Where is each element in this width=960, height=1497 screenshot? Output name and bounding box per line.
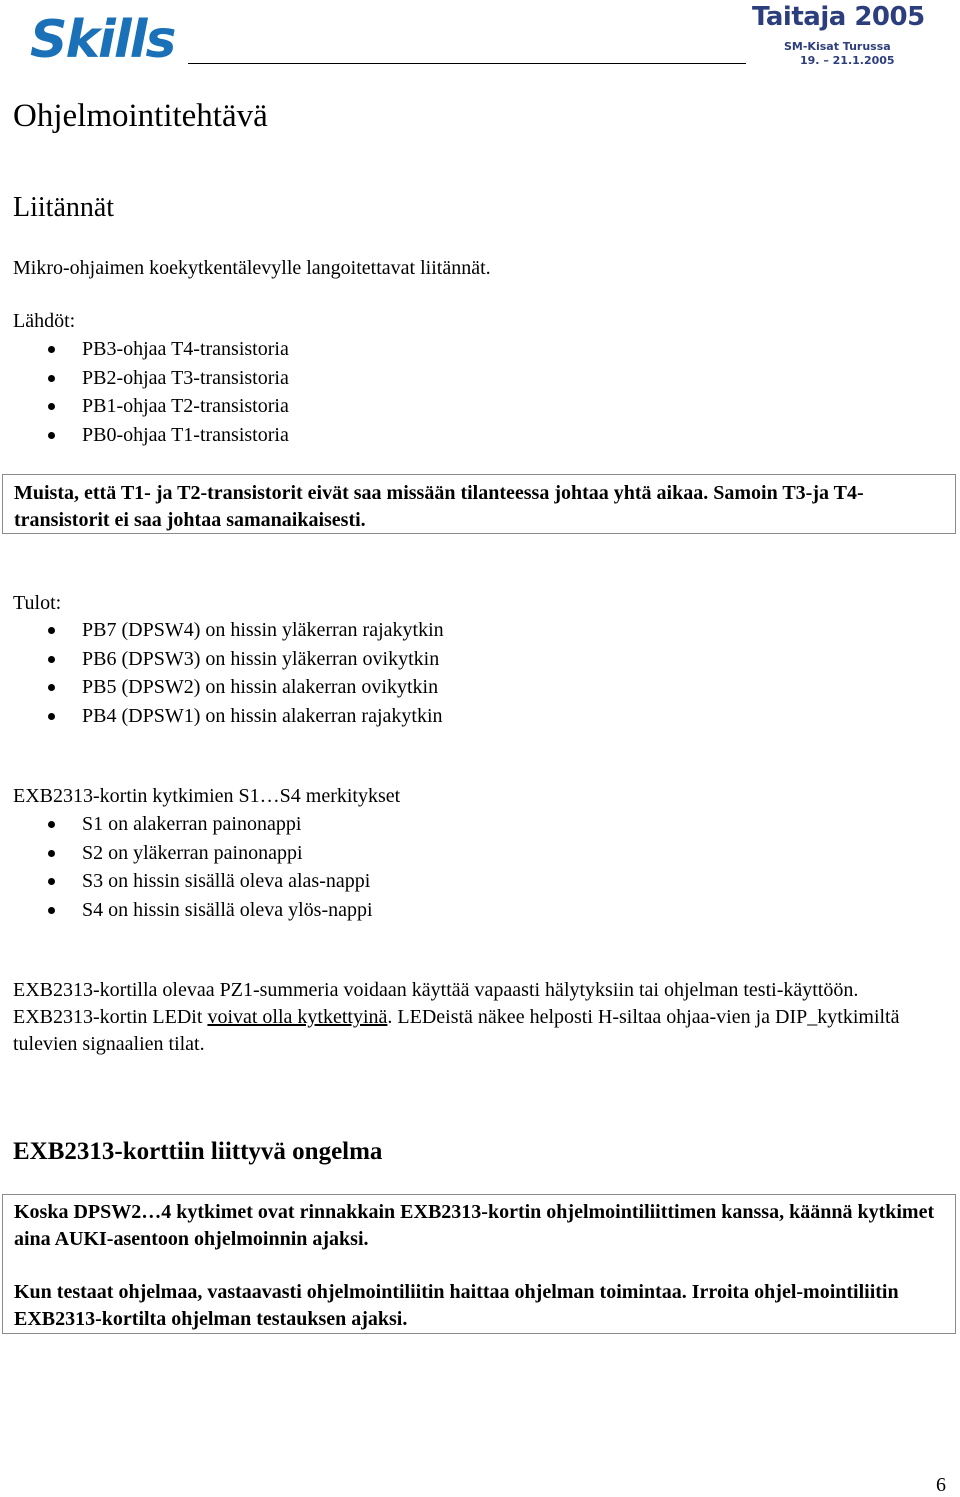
summer-led-text-2: . LEDeistä näkee helposti H-siltaa ohjaa-vien ja DIP_kytkimiltä tulevien signaalien tilat.	[13, 1006, 900, 1055]
summer-led-text-1: EXB2313-kortilla olevaa PZ1-summeria voidaan käyttää vapaasti hälytyksiin tai ohjelman testi-käyttöön. EXB2313-kortin LEDit	[13, 979, 859, 1028]
problem-box	[2, 1194, 956, 1334]
led-connected-underlined: voivat olla kytkettyinä	[207, 1006, 388, 1028]
list-item: PB7 (DPSW4) on hissin yläkerran rajakytkin	[0, 616, 444, 645]
list-item: PB6 (DPSW3) on hissin yläkerran ovikytkin	[0, 645, 444, 674]
summer-led-paragraph	[13, 977, 943, 1058]
taitaja-logo	[748, 4, 940, 68]
warning-box	[2, 474, 956, 534]
header-rule	[188, 63, 746, 64]
list-item: PB3-ohjaa T4-transistoria	[0, 335, 289, 364]
page-number: 6	[936, 1474, 946, 1496]
skills-logo	[26, 8, 175, 80]
outputs-list	[0, 335, 289, 449]
outputs-label: Lähdöt:	[13, 310, 76, 332]
inputs-label: Tulot:	[13, 592, 62, 614]
section-heading-ongelma: EXB2313-korttiin liittyvä ongelma	[13, 1138, 383, 1165]
intro-text: Mikro-ohjaimen koekytkentälevylle langoitettavat liitännät.	[13, 257, 491, 279]
list-item: S3 on hissin sisällä oleva alas-nappi	[0, 867, 373, 896]
problem-text-1: Koska DPSW2…4 kytkimet ovat rinnakkain EXB2313-kortin ohjelmointiliittimen kanssa, käännä kytkimet aina AUKI-asentoon ohjelmoinnin ajaksi.	[14, 1201, 935, 1250]
taitaja-logo-event: SM-Kisat Turussa	[784, 40, 891, 53]
list-item: PB4 (DPSW1) on hissin alakerran rajakytkin	[0, 702, 444, 731]
page-header	[0, 0, 960, 80]
warning-text: Muista, että T1- ja T2-transistorit eivät saa missään tilanteessa johtaa yhtä aikaa. Samoin T3-ja T4-transistorit ei saa johtaa samanaikaisesti.	[14, 482, 864, 531]
list-item: S2 on yläkerran painonappi	[0, 839, 373, 868]
switches-list	[0, 810, 373, 924]
taitaja-logo-date: 19. – 21.1.2005	[800, 54, 895, 67]
taitaja-logo-year: 2005	[854, 2, 925, 32]
list-item: S1 on alakerran painonappi	[0, 810, 373, 839]
taitaja-logo-name: Taitaja	[752, 2, 846, 32]
list-item: S4 on hissin sisällä oleva ylös-nappi	[0, 896, 373, 925]
list-item: PB0-ohjaa T1-transistoria	[0, 421, 289, 450]
page-title: Ohjelmointitehtävä	[13, 98, 268, 134]
switches-label: EXB2313-kortin kytkimien S1…S4 merkitykset	[13, 785, 401, 807]
list-item: PB1-ohjaa T2-transistoria	[0, 392, 289, 421]
list-item: PB2-ohjaa T3-transistoria	[0, 364, 289, 393]
skills-logo-text: Skills	[30, 10, 175, 70]
inputs-list	[0, 616, 444, 730]
list-item: PB5 (DPSW2) on hissin alakerran ovikytkin	[0, 673, 444, 702]
problem-text-2: Kun testaat ohjelmaa, vastaavasti ohjelmointiliitin haittaa ohjelman toimintaa. Irroita ohjel-mointiliitin EXB2313-kortilta ohjelman testauksen ajaksi.	[14, 1281, 899, 1330]
taitaja-logo-brand	[752, 2, 925, 32]
section-heading-liitannat: Liitännät	[13, 192, 115, 223]
